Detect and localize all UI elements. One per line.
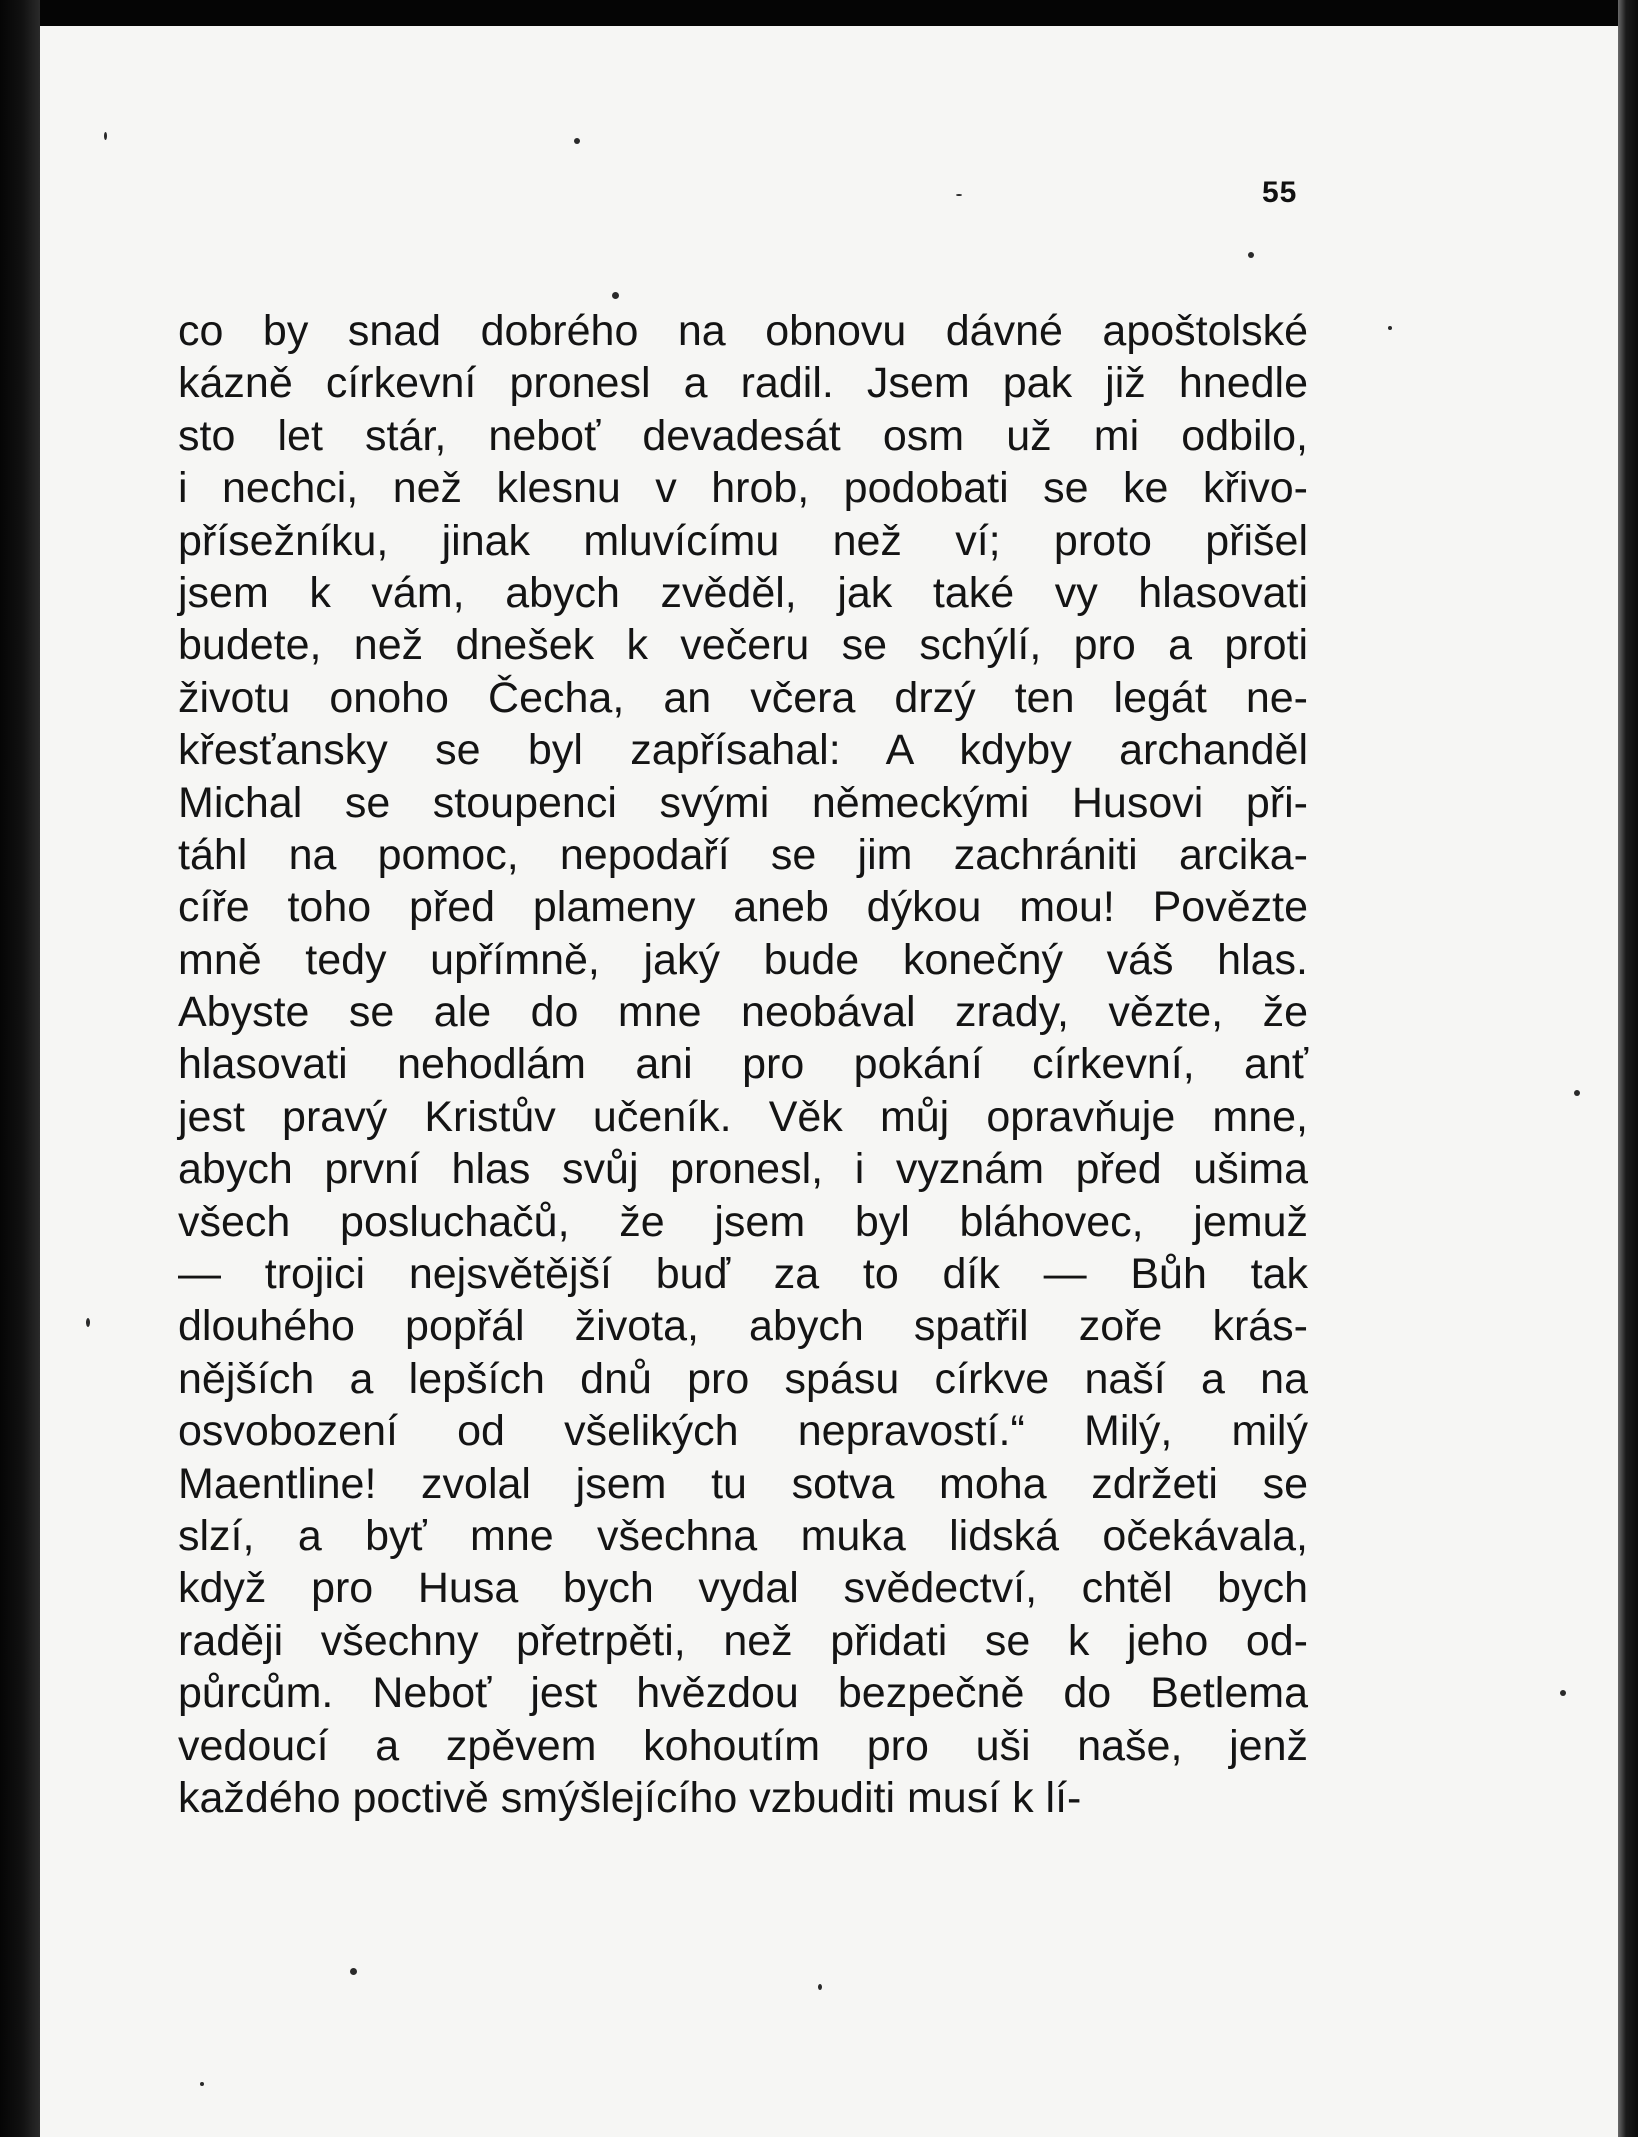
text-line: vedoucí a zpěvem kohoutím pro uši naše, jenž — [178, 1721, 1308, 1770]
scan-speck — [1248, 252, 1254, 258]
scan-right-border — [1618, 0, 1638, 2137]
scan-speck — [1388, 326, 1392, 330]
scan-speck — [86, 1318, 90, 1327]
text-line: táhl na pomoc, nepodaří se jim zachrániti arcika- — [178, 830, 1308, 879]
text-line: když pro Husa bych vydal svědectví, chtěl bych — [178, 1564, 1308, 1613]
text-line: mně tedy upřímně, jaký bude konečný váš hlas. — [178, 935, 1308, 984]
text-line: křesťansky se byl zapřísahal: A kdyby archanděl — [178, 726, 1308, 775]
scan-speck — [1560, 1690, 1566, 1696]
text-line: každého poctivě smýšlejícího vzbuditi musí k lí- — [178, 1773, 1082, 1822]
text-line: budete, než dnešek k večeru se schýlí, pro a proti — [178, 621, 1308, 670]
scan-speck — [1574, 1090, 1580, 1096]
text-line: půrcům. Neboť jest hvězdou bezpečně do Betlema — [178, 1669, 1308, 1718]
text-line: kázně církevní pronesl a radil. Jsem pak již hnedle — [178, 359, 1308, 408]
text-line: přísežníku, jinak mluvícímu než ví; proto přišel — [178, 516, 1308, 565]
text-line: slzí, a byť mne všechna muka lidská očekávala, — [178, 1511, 1308, 1560]
scan-speck — [574, 138, 580, 144]
text-line: Abyste se ale do mne neobával zrady, vězte, že — [178, 988, 1308, 1037]
scan-left-border — [0, 0, 40, 2137]
text-line: abych první hlas svůj pronesl, i vyznám před ušima — [178, 1145, 1308, 1194]
scan-speck — [818, 1984, 822, 1990]
text-line: nějších a lepších dnů pro spásu církve naší a na — [178, 1354, 1308, 1403]
scan-speck — [956, 194, 962, 196]
text-line: i nechci, než klesnu v hrob, podobati se ke křivo- — [178, 464, 1308, 513]
text-line: hlasovati nehodlám ani pro pokání církevní, anť — [178, 1040, 1308, 1089]
text-line: Maentline! zvolal jsem tu sotva moha zdržeti se — [178, 1459, 1308, 1508]
text-line: — trojici nejsvětější buď za to dík — Bůh tak — [178, 1250, 1308, 1299]
text-line: dlouhého popřál života, abych spatřil zoře krás- — [178, 1302, 1308, 1351]
scan-speck — [612, 292, 619, 299]
scan-speck — [200, 2082, 204, 2086]
text-line: jsem k vám, abych zvěděl, jak také vy hlasovati — [178, 568, 1308, 617]
scan-speck — [104, 132, 107, 140]
scan-top-border — [0, 0, 1638, 26]
text-line: Michal se stoupenci svými německými Husovi při- — [178, 778, 1308, 827]
text-line: co by snad dobrého na obnovu dávné apoštolské — [178, 307, 1308, 355]
text-line: jest pravý Kristův učeník. Věk můj opravňuje mne, — [178, 1092, 1308, 1141]
page-number: 55 — [1262, 176, 1298, 209]
body-text — [178, 305, 1308, 1824]
text-line: osvobození od všelikých nepravostí.“ Milý, milý — [178, 1407, 1308, 1456]
text-line: sto let stár, neboť devadesát osm už mi odbilo, — [178, 411, 1308, 460]
text-line: raději všechny přetrpěti, než přidati se k jeho od- — [178, 1616, 1308, 1665]
text-line: všech posluchačů, že jsem byl bláhovec, jemuž — [178, 1197, 1308, 1246]
text-line: cíře toho před plameny aneb dýkou mou! Povězte — [178, 883, 1308, 932]
text-line: životu onoho Čecha, an včera drzý ten legát ne- — [178, 673, 1308, 722]
scan-speck — [350, 1968, 357, 1975]
